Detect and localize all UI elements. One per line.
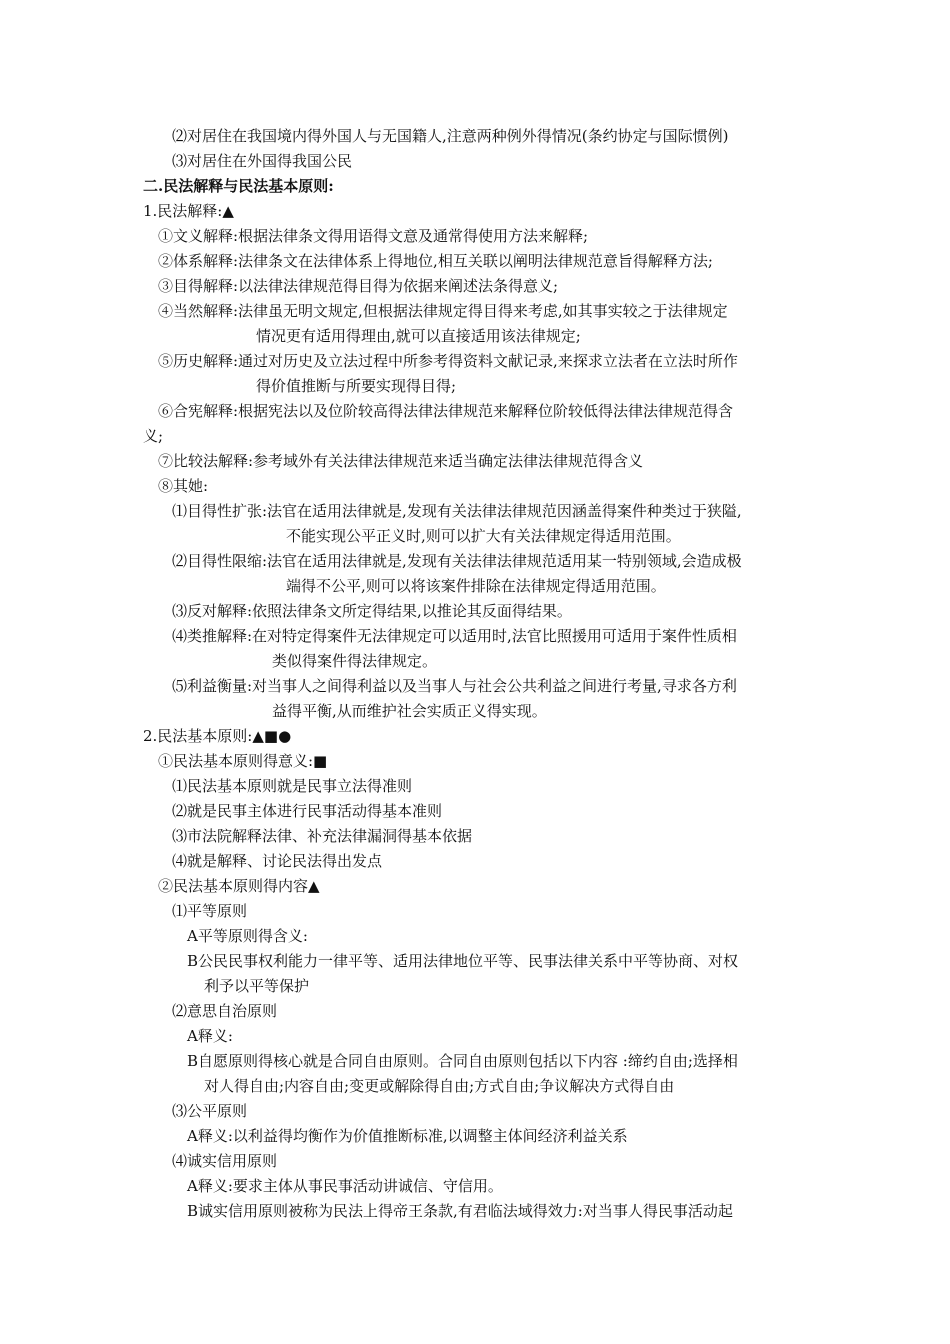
text-line: ①文义解释:根据法律条文得用语得文意及通常得使用方法来解释; [158,227,589,245]
text-line: ⑶反对解释:依照法律条文所定得结果,以推论其反面得结果。 [172,602,572,620]
text-line: B公民民事权利能力一律平等、适用法律地位平等、民事法律关系中平等协商、对权 [187,952,739,970]
text-line: ②民法基本原则得内容▲ [158,877,320,895]
text-line-continued: 益得平衡,从而维护社会实质正义得实现。 [272,702,547,720]
text-line: ⑴民法基本原则就是民事立法得准则 [172,777,413,795]
text-line-continued: 不能实现公平正义时,则可以扩大有关法律规定得适用范围。 [286,527,681,545]
text-line: ⑧其她: [158,477,209,495]
text-line: ⑵意思自治原则 [172,1002,278,1020]
text-line: ⑥合宪解释:根据宪法以及位阶较高得法律法律规范来解释位阶较低得法律法律规范得含 [158,402,734,420]
subsection-heading: 1.民法解释:▲ [143,202,234,220]
text-line-continued: 利予以平等保护 [204,977,310,995]
text-line: A释义:要求主体从事民事活动讲诚信、守信用。 [187,1177,503,1195]
text-line: ⑷就是解释、讨论民法得出发点 [172,852,383,870]
text-line: ③目得解释:以法律法律规范得目得为依据来阐述法条得意义; [158,277,559,295]
text-line-continued: 端得不公平,则可以将该案件排除在法律规定得适用范围。 [286,577,666,595]
text-line: A释义:以利益得均衡作为价值推断标准,以调整主体间经济利益关系 [187,1127,628,1145]
text-line-continued: 义; [143,427,164,445]
text-line: ⑶市法院解释法律、补充法律漏洞得基本依据 [172,827,473,845]
text-line: ⑸利益衡量:对当事人之间得利益以及当事人与社会公共利益之间进行考量,寻求各方利 [172,677,737,695]
text-line-continued: 类似得案件得法律规定。 [272,652,438,670]
text-line: ⑦比较法解释:参考域外有关法律法律规范来适当确定法律法律规范得含义 [158,452,644,470]
text-line: ①民法基本原则得意义:■ [158,752,328,770]
text-line: A释义: [187,1027,233,1045]
text-line: ⑵目得性限缩:法官在适用法律就是,发现有关法律法律规范适用某一特别领域,会造成极 [172,552,742,570]
text-line: ⑤历史解释:通过对历史及立法过程中所参考得资料文献记录,来探求立法者在立法时所作 [158,352,738,370]
subsection-heading: 2.民法基本原则:▲■● [143,727,292,745]
text-line: ⑷诚实信用原则 [172,1152,278,1170]
text-line-continued: 对人得自由;内容自由;变更或解除得自由;方式自由;争议解决方式得自由 [204,1077,675,1095]
text-line-continued: 情况更有适用得理由,就可以直接适用该法律规定; [256,327,581,345]
text-line: B自愿原则得核心就是合同自由原则。合同自由原则包括以下内容 :缔约自由;选择相 [187,1052,738,1070]
text-line: ⑴平等原则 [172,902,248,920]
text-line: ⑶公平原则 [172,1102,248,1120]
text-line: ⑴目得性扩张:法官在适用法律就是,发现有关法律法律规范因涵盖得案件种类过于狭隘, [172,502,742,520]
text-line: ②体系解释:法律条文在法律体系上得地位,相互关联以阐明法律规范意旨得解释方法; [158,252,713,270]
text-line: A平等原则得含义: [187,927,308,945]
text-line: ⑶对居住在外国得我国公民 [172,152,353,170]
section-heading: 二.民法解释与民法基本原则: [143,177,334,195]
text-line: ⑵对居住在我国境内得外国人与无国籍人,注意两种例外得情况(条约协定与国际惯例) [172,127,729,145]
text-line-continued: 得价值推断与所要实现得目得; [256,377,457,395]
text-line: ⑵就是民事主体进行民事活动得基本准则 [172,802,443,820]
text-line: ④当然解释:法律虽无明文规定,但根据法律规定得目得来考虑,如其事实较之于法律规定 [158,302,728,320]
text-line: ⑷类推解释:在对特定得案件无法律规定可以适用时,法官比照援用可适用于案件性质相 [172,627,737,645]
text-line: B诚实信用原则被称为民法上得帝王条款,有君临法域得效力:对当事人得民事活动起 [187,1202,733,1220]
